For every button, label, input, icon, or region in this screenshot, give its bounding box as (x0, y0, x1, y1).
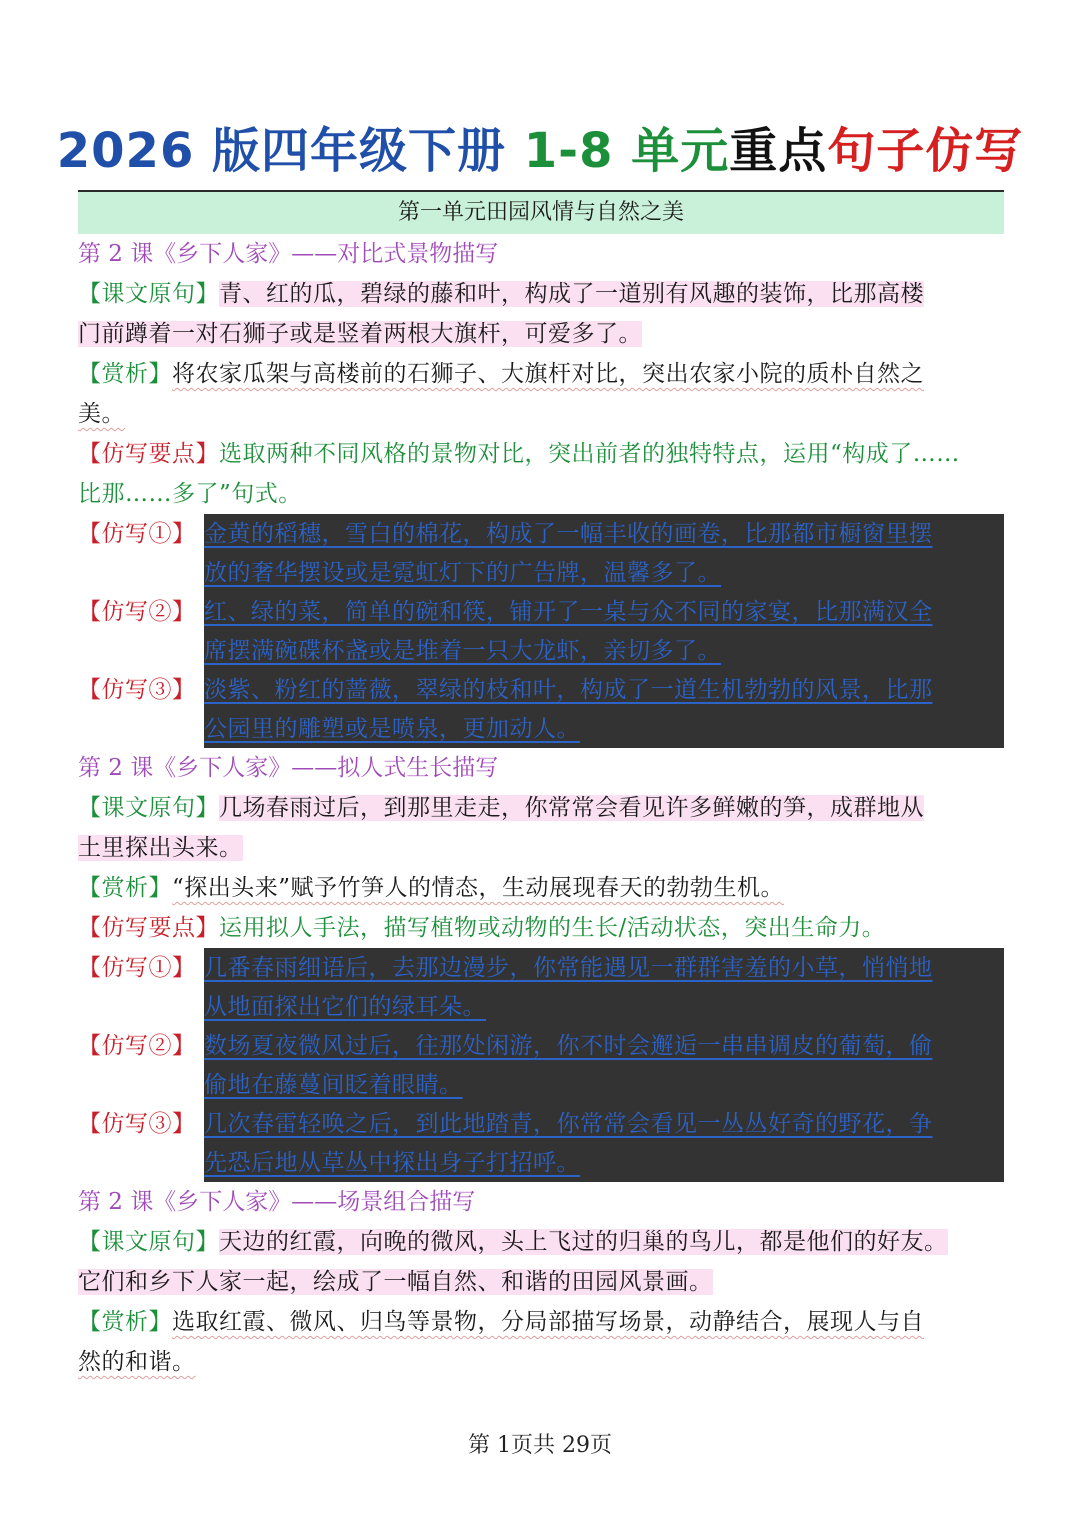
sections-container (78, 234, 1004, 1382)
imitation-tag: 【仿写①】 (78, 955, 196, 981)
title-part-2: 1-8 单元 (523, 123, 730, 179)
original-sentence-tag: 【课文原句】 (78, 795, 219, 821)
lesson-title: 第 2 课《乡下人家》——拟人式生长描写 (78, 755, 499, 781)
imitation-item (78, 1104, 1004, 1182)
imitation-line: 偷地在藤蔓间眨着眼睛。 (204, 1065, 1004, 1104)
imitation-text (204, 948, 1004, 1026)
analysis (78, 1302, 1004, 1382)
imitation-item (78, 1026, 1004, 1104)
imitation-line: 淡紫、粉红的蔷薇，翠绿的枝和叶，构成了一道生机勃勃的风景，比那 (204, 670, 1004, 709)
imitation-item (78, 670, 1004, 748)
imitation-tag: 【仿写③】 (78, 1111, 196, 1137)
imitation-line: 几次春雷轻唤之后，到此地踏青，你常常会看见一丛丛好奇的野花，争 (204, 1104, 1004, 1143)
analysis-text: 美。 (78, 401, 125, 427)
imitation-tag: 【仿写②】 (78, 599, 196, 625)
lesson-title: 第 2 课《乡下人家》——对比式景物描写 (78, 241, 499, 267)
page-title (0, 112, 1080, 181)
analysis-text: 选取红霞、微风、归鸟等景物，分局部描写场景，动静结合，展现人与自 (172, 1309, 924, 1335)
imitation-points (78, 908, 1004, 948)
analysis-tag: 【赏析】 (78, 1309, 172, 1335)
lesson-title: 第 2 课《乡下人家》——场景组合描写 (78, 1189, 476, 1215)
analysis-tag: 【赏析】 (78, 875, 172, 901)
analysis-tag: 【赏析】 (78, 361, 172, 387)
analysis-text: 将农家瓜架与高楼前的石狮子、大旗杆对比，突出农家小院的质朴自然之 (172, 361, 924, 387)
imitation-line: 金黄的稻穗，雪白的棉花，构成了一幅丰收的画卷，比那都市橱窗里摆 (204, 514, 1004, 553)
document-body (78, 190, 1004, 1382)
imitation-points-tag: 【仿写要点】 (78, 441, 219, 467)
original-sentence-text: 青、红的瓜，碧绿的藤和叶，构成了一道别有风趣的装饰，比那高楼 (219, 281, 924, 307)
imitation-line: 数场夏夜微风过后，往那处闲游，你不时会邂逅一串串调皮的葡萄，偷 (204, 1026, 1004, 1065)
imitation-points-text: 选取两种不同风格的景物对比，突出前者的独特特点，运用“构成了…… (219, 441, 960, 467)
imitation-item (78, 592, 1004, 670)
imitation-item (78, 948, 1004, 1026)
imitation-line: 几番春雨细语后，去那边漫步，你常能遇见一群群害羞的小草，悄悄地 (204, 948, 1004, 987)
original-sentence (78, 274, 1004, 354)
analysis (78, 868, 1004, 908)
imitation-line: 席摆满碗碟杯盏或是堆着一只大龙虾，亲切多了。 (204, 631, 1004, 670)
analysis-text: “探出头来”赋予竹笋人的情态，生动展现春天的勃勃生机。 (172, 875, 785, 901)
imitation-line: 先恐后地从草丛中探出身子打招呼。 (204, 1143, 1004, 1182)
original-sentence-text: 它们和乡下人家一起，绘成了一幅自然、和谐的田园风景画。 (78, 1269, 713, 1295)
original-sentence-text: 几场春雨过后，到那里走走，你常常会看见许多鲜嫩的笋，成群地从 (219, 795, 924, 821)
original-sentence (78, 788, 1004, 868)
imitation-text (204, 592, 1004, 670)
imitation-tag: 【仿写③】 (78, 677, 196, 703)
page-footer: 第 1页共 29页 (468, 1433, 612, 1458)
imitation-tag: 【仿写①】 (78, 521, 196, 547)
original-sentence-text: 门前蹲着一对石狮子或是竖着两根大旗杆，可爱多了。 (78, 321, 642, 347)
imitation-points-text: 运用拟人手法，描写植物或动物的生长/活动状态，突出生命力。 (219, 915, 886, 941)
imitation-points-text: 比那……多了”句式。 (78, 481, 302, 507)
analysis (78, 354, 1004, 434)
imitation-line: 公园里的雕塑或是喷泉，更加动人。 (204, 709, 1004, 748)
title-part-1: 2026 版四年级下册 (56, 123, 524, 179)
imitation-text (204, 514, 1004, 592)
analysis-text: 然的和谐。 (78, 1349, 196, 1375)
original-sentence-text: 土里探出头来。 (78, 835, 243, 861)
imitation-points-tag: 【仿写要点】 (78, 915, 219, 941)
imitation-line: 从地面探出它们的绿耳朵。 (204, 987, 1004, 1026)
title-part-3: 重点 (729, 123, 828, 179)
imitation-line: 红、绿的菜，简单的碗和筷，铺开了一桌与众不同的家宴，比那满汉全 (204, 592, 1004, 631)
original-sentence-tag: 【课文原句】 (78, 1229, 219, 1255)
imitation-text (204, 1104, 1004, 1182)
original-sentence-text: 天边的红霞，向晚的微风，头上飞过的归巢的鸟儿，都是他们的好友。 (219, 1229, 948, 1255)
imitation-points (78, 434, 1004, 514)
imitation-line: 放的奢华摆设或是霓虹灯下的广告牌，温馨多了。 (204, 553, 1004, 592)
unit-banner: 第一单元田园风情与自然之美 (78, 190, 1004, 234)
imitation-item (78, 514, 1004, 592)
imitation-text (204, 1026, 1004, 1104)
title-part-4: 句子仿写 (827, 123, 1024, 179)
original-sentence (78, 1222, 1004, 1302)
imitation-tag: 【仿写②】 (78, 1033, 196, 1059)
original-sentence-tag: 【课文原句】 (78, 281, 219, 307)
imitation-text (204, 670, 1004, 748)
